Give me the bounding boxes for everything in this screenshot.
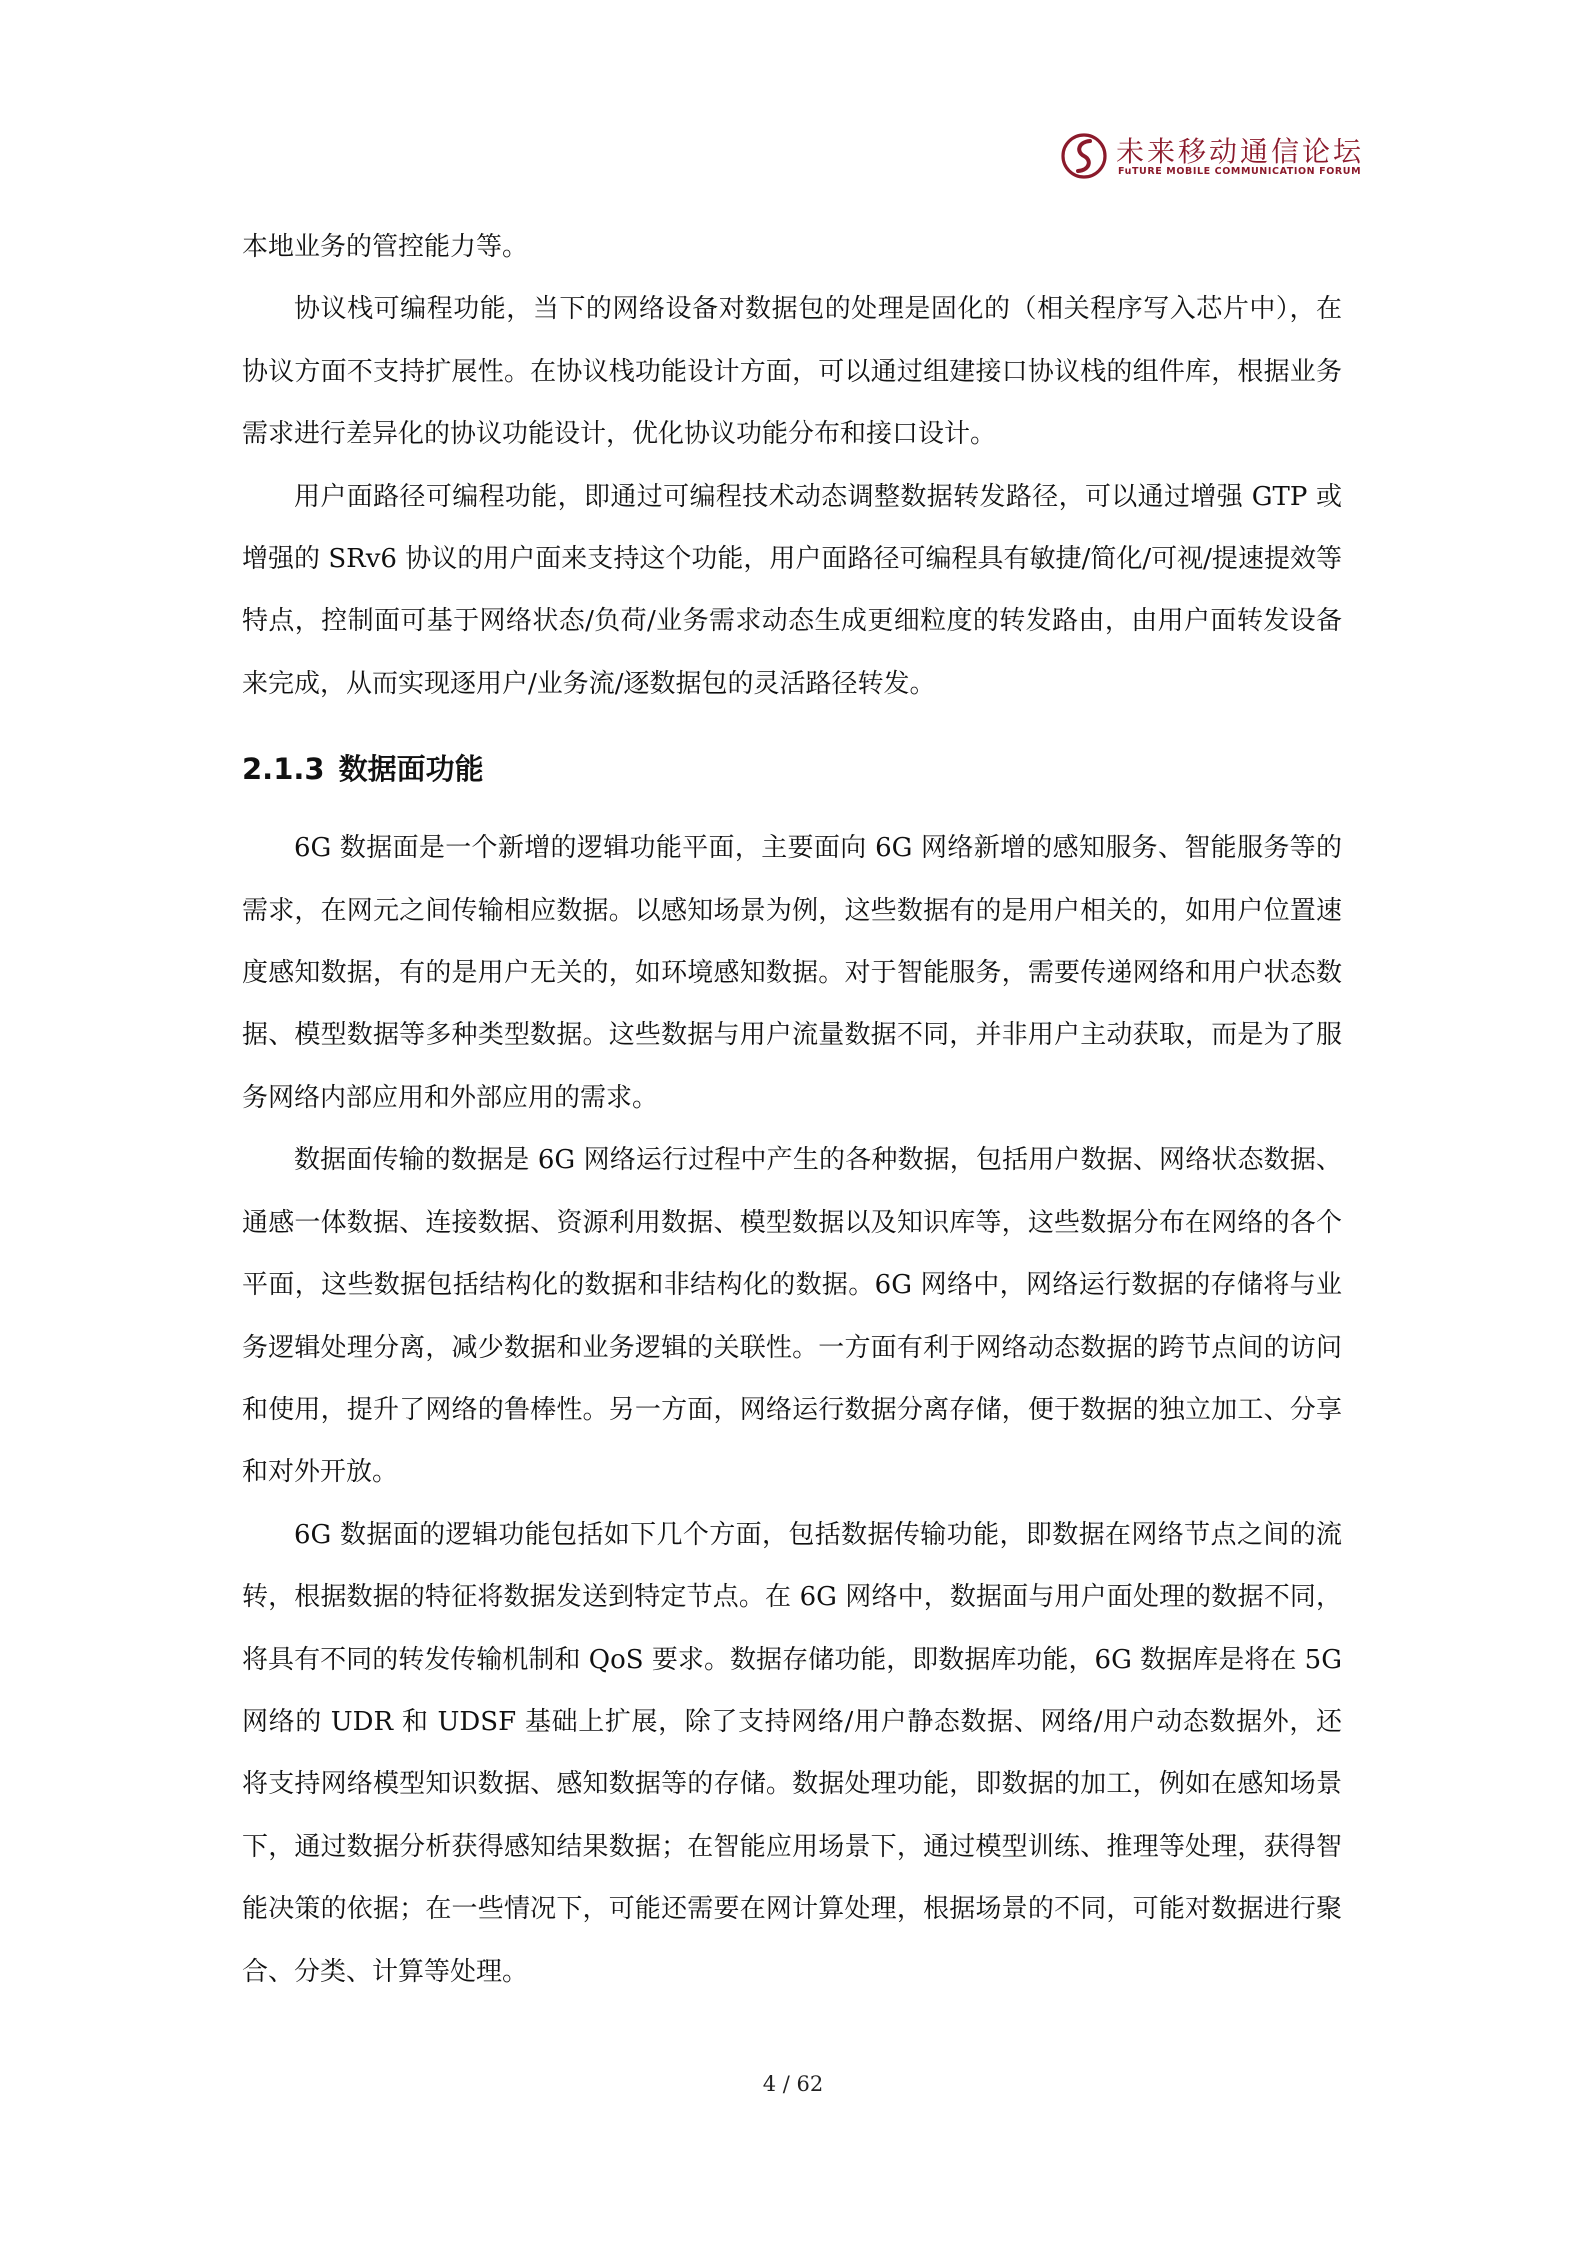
document-body	[242, 216, 1342, 2003]
paragraph-user-plane-path: 用户面路径可编程功能，即通过可编程技术动态调整数据转发路径，可以通过增强 GTP 或增强的 SRv6 协议的用户面来支持这个功能，用户面路径可编程具有敏捷/简化/可视/提速提效等特点，控制面可基于网络状态/负荷/业务需求动态生成更细粒度的转发路由，由用户面转发设备来完成，从而实现逐用户/业务流/逐数据包的灵活路径转发。	[242, 481, 1342, 699]
paragraph-protocol-stack: 协议栈可编程功能，当下的网络设备对数据包的处理是固化的（相关程序写入芯片中），在协议方面不支持扩展性。在协议栈功能设计方面，可以通过组建接口协议栈的组件库，根据业务需求进行差异化的协议功能设计，优化协议功能分布和接口设计。	[242, 294, 1342, 450]
logo-chinese-name: 未来移动通信论坛	[1116, 135, 1365, 168]
paragraph-data-plane-functions: 6G 数据面的逻辑功能包括如下几个方面，包括数据传输功能，即数据在网络节点之间的流转，根据数据的特征将数据发送到特定节点。在 6G 网络中，数据面与用户面处理的数据不同，将具有不同的转发传输机制和 QoS 要求。数据存储功能，即数据库功能，6G 数据库是将在 5G 网络的 UDR 和 UDSF 基础上扩展，除了支持网络/用户静态数据、网络/用户动态数据外，还将支持网络模型知识数据、感知数据等的存储。数据处理功能，即数据的加工，例如在感知场景下，通过数据分析获得感知结果数据；在智能应用场景下，通过模型训练、推理等处理，获得智能决策的依据；在一些情况下，可能还需要在网计算处理，根据场景的不同，可能对数据进行聚合、分类、计算等处理。	[242, 1519, 1342, 1987]
page-number: 4 / 62	[762, 2072, 824, 2096]
paragraph-data-plane-data: 数据面传输的数据是 6G 网络运行过程中产生的各种数据，包括用户数据、网络状态数据、通感一体数据、连接数据、资源利用数据、模型数据以及知识库等，这些数据分布在网络的各个平面，这些数据包括结构化的数据和非结构化的数据。6G 网络中，网络运行数据的存储将与业务逻辑处理分离，减少数据和业务逻辑的关联性。一方面有利于网络动态数据的跨节点间的访问和使用，提升了网络的鲁棒性。另一方面，网络运行数据分离存储，便于数据的独立加工、分享和对外开放。	[242, 1145, 1342, 1488]
paragraph-0: 本地业务的管控能力等。	[242, 232, 529, 262]
forum-logo-icon	[1060, 132, 1108, 180]
section-heading	[242, 747, 1342, 791]
logo-english-name: FuTURE MOBILE COMMUNICATION FORUM	[1118, 166, 1362, 177]
paragraph-data-plane-intro: 6G 数据面是一个新增的逻辑功能平面，主要面向 6G 网络新增的感知服务、智能服务等的需求，在网元之间传输相应数据。以感知场景为例，这些数据有的是用户相关的，如用户位置速度感知数据，有的是用户无关的，如环境感知数据。对于智能服务，需要传递网络和用户状态数据、模型数据等多种类型数据。这些数据与用户流量数据不同，并非用户主动获取，而是为了服务网络内部应用和外部应用的需求。	[242, 833, 1342, 1113]
section-title: 数据面功能	[338, 752, 484, 787]
section-number: 2.1.3	[242, 752, 325, 787]
forum-logo	[1060, 128, 1365, 184]
